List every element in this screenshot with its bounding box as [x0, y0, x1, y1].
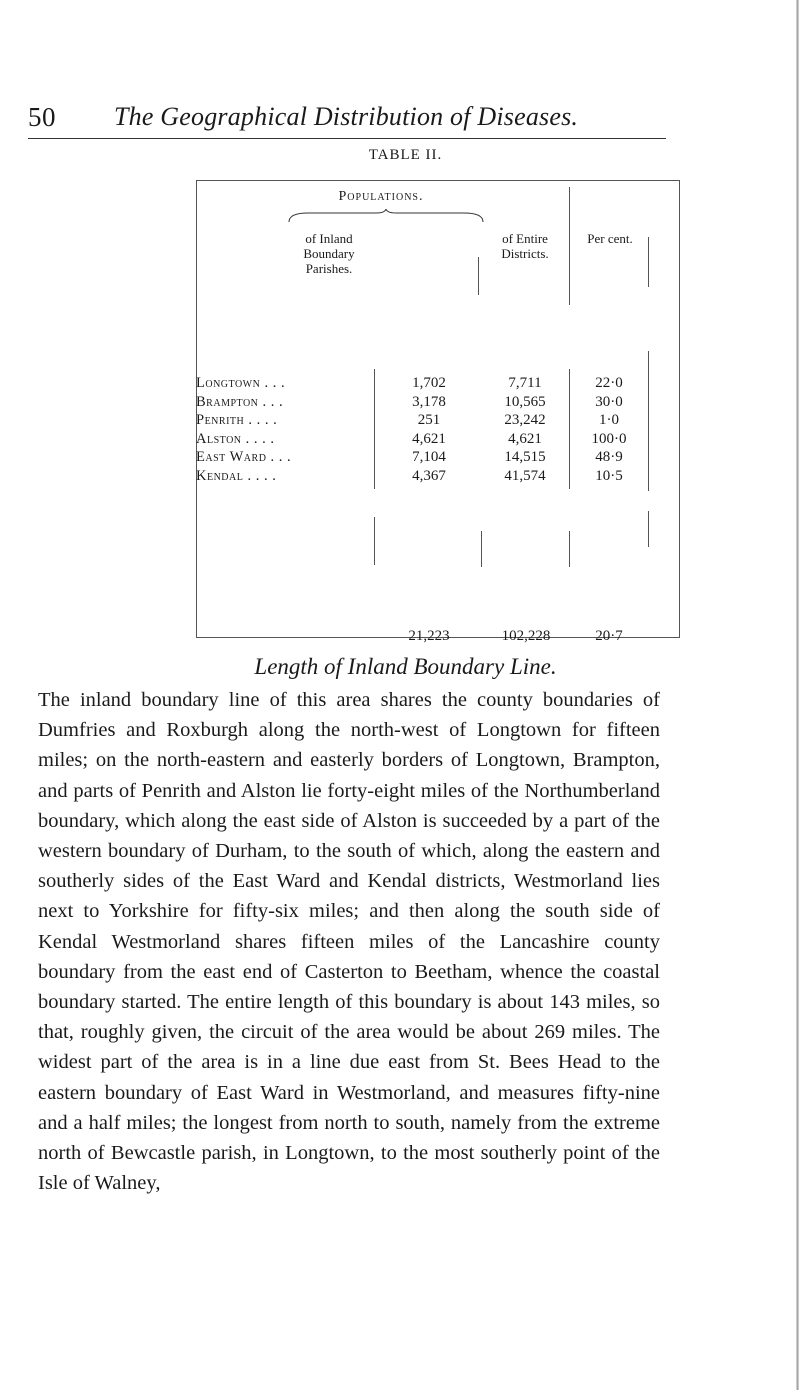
- row-label-longtown: Longtown . . .: [196, 375, 286, 391]
- column-header-inland: of Inland Boundary Parishes.: [303, 231, 355, 276]
- column-divider: [569, 369, 570, 489]
- table-cell-entire: 10,565: [504, 393, 546, 410]
- table-cell-percent: 22·0: [595, 375, 623, 391]
- table-cell-percent: 30·0: [595, 393, 623, 410]
- table-cell-inland: 251: [417, 412, 441, 428]
- total-inland: 21,223: [408, 628, 450, 644]
- table-cell-entire: 7,711: [508, 375, 542, 391]
- table-cell-percent: 100·0: [591, 430, 627, 447]
- population-table: [196, 180, 680, 644]
- body-paragraph: The inland boundary line of this area shares the county boundaries of Dumfries and Roxburgh along the north-west of Longtown for fifteen miles; on the north-eastern and easterly borders of Longtown, Brampton, and parts of Penrith and Alston lie forty-eight miles of the Northumberland boundary, which along the east side of Alston is succeeded by a part of the western boundary of Durham, to the south of which, along the eastern and southerly sides of the East Ward and Kendal districts, Westmorland lies next to Yorkshire for fifty-six miles; and then along the south side of Kendal Westmorland shares fifteen miles of the Lancashire county boundary from the east end of Casterton to Beetham, whence the coastal boundary started. The entire length of this boundary is about 143 miles, so that, roughly given, the circuit of the area would be about 269 miles. The widest part of the area is in a line due east from St. Bees Head to the eastern boundary of East Ward in Westmorland, and measures fifty-nine and a half miles; the longest from north to south, namely from the extreme north of Bewcastle parish, in Longtown, to the most southerly point of the Isle of Walney,: [38, 689, 660, 1195]
- column-divider: [569, 187, 570, 305]
- row-labels: [196, 375, 396, 486]
- row-label-penrith: Penrith . . . .: [196, 412, 278, 428]
- table-cell-inland: 4,621: [412, 430, 446, 447]
- table-cell-entire: 23,242: [504, 412, 546, 428]
- column-divider: [648, 237, 649, 287]
- row-label-east-ward: East Ward . . .: [196, 449, 292, 465]
- total-percent: 20·7: [595, 628, 623, 644]
- column-header-entire: of Entire Districts.: [501, 231, 549, 261]
- total-entire: 102,228: [501, 628, 551, 644]
- entire-column: [482, 375, 568, 486]
- table-cell-percent: 1·0: [599, 412, 619, 428]
- percent-column: [572, 375, 646, 486]
- row-label-brampton: Brampton . . .: [196, 393, 284, 410]
- column-divider: [481, 531, 482, 567]
- table-cell-inland: 3,178: [412, 393, 446, 410]
- table-cell-entire: 4,621: [508, 430, 542, 447]
- page-number: 50: [28, 102, 56, 132]
- running-title: The Geographical Distribution of Diseases.: [114, 102, 579, 131]
- table-cell-inland: 7,104: [412, 449, 446, 465]
- row-label-alston: Alston . . . .: [196, 430, 275, 447]
- row-label-kendal: Kendal . . . .: [196, 467, 277, 484]
- table-cell-entire: 41,574: [504, 467, 546, 484]
- populations-heading: Populations.: [338, 189, 424, 204]
- page-edge-shadow: [796, 0, 799, 1390]
- column-divider: [648, 511, 649, 547]
- column-divider: [374, 517, 375, 565]
- table-cell-percent: 48·9: [595, 449, 623, 465]
- table-cell-inland: 1,702: [412, 375, 446, 391]
- column-divider: [648, 351, 649, 491]
- section-heading: Length of Inland Boundary Line.: [254, 654, 557, 679]
- table-cell-entire: 14,515: [504, 449, 546, 465]
- table-cell-inland: 4,367: [412, 467, 446, 484]
- page-header: [0, 102, 801, 142]
- table-right-rule: [679, 181, 680, 637]
- inland-column: [381, 375, 477, 486]
- table-caption: TABLE II.: [368, 147, 443, 163]
- column-divider: [569, 531, 570, 567]
- brace-icon: [288, 209, 484, 223]
- column-divider: [478, 257, 479, 295]
- table-cell-percent: 10·5: [595, 467, 623, 484]
- column-header-percent: Per cent.: [587, 231, 633, 246]
- header-rule: [28, 138, 666, 139]
